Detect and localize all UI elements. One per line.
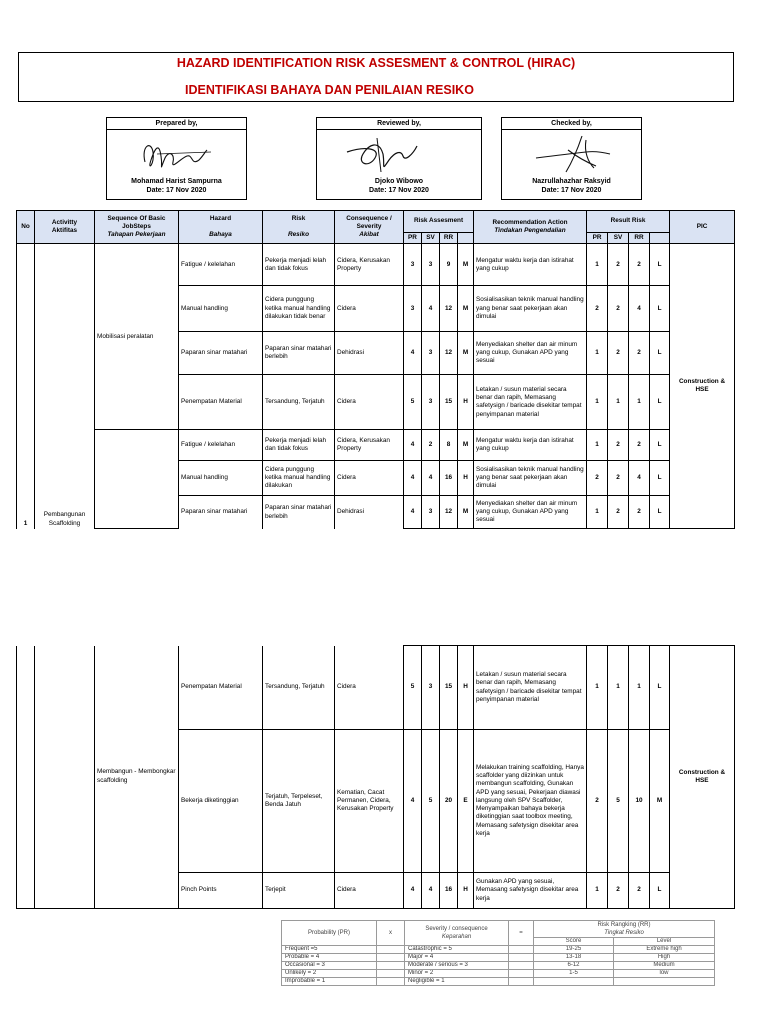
action-cell: Gunakan APD yang sesuai, Memasang safetysign disekitar area kerja <box>474 873 587 909</box>
level-cell: M <box>458 332 474 375</box>
rr-cell: 15 <box>440 375 458 430</box>
pr-cell: 4 <box>404 496 422 529</box>
document-title: HAZARD IDENTIFICATION RISK ASSESMENT & CONTROL (HIRAC) <box>176 56 576 70</box>
result-sv-cell: 1 <box>608 375 629 430</box>
signature-role: Prepared by, <box>107 118 246 130</box>
header-result-pr: PR <box>587 233 608 244</box>
result-rr-cell: 10 <box>629 730 650 873</box>
legend-prob: Probable = 4 <box>282 954 377 962</box>
pr-cell: 4 <box>404 332 422 375</box>
pr-cell: 4 <box>404 873 422 909</box>
level-cell: H <box>458 375 474 430</box>
rr-cell: 15 <box>440 646 458 730</box>
sv-cell: 4 <box>422 461 440 496</box>
activity-cell: Pembangunan Scaffolding <box>35 244 95 529</box>
pr-cell: 5 <box>404 375 422 430</box>
header-level <box>458 233 474 244</box>
header-rr: RR <box>440 233 458 244</box>
pic-cell: Construction & HSE <box>670 244 735 529</box>
result-level-cell: L <box>650 375 670 430</box>
level-cell: H <box>458 873 474 909</box>
legend-level <box>614 978 715 986</box>
result-rr-cell: 4 <box>629 461 650 496</box>
hazard-cell: Penempatan Material <box>179 375 263 430</box>
level-cell: H <box>458 646 474 730</box>
legend-score: 13-18 <box>534 954 614 962</box>
result-pr-cell: 1 <box>587 873 608 909</box>
row-number: 1 <box>17 244 35 529</box>
rr-cell: 12 <box>440 332 458 375</box>
result-sv-cell: 2 <box>608 461 629 496</box>
risk-cell: Cidera punggung ketika manual handling dilakukan tidak benar <box>263 286 335 332</box>
consequence-cell: Cidera <box>335 646 404 730</box>
legend-sev: Negligible = 1 <box>405 978 509 986</box>
legend-times: x <box>377 921 405 946</box>
action-cell: Menyediakan shelter dan air minum yang cukup, Gunakan APD yang sesuai <box>474 332 587 375</box>
legend-blank <box>509 946 534 954</box>
result-sv-cell: 2 <box>608 873 629 909</box>
pic-cell: Construction & HSE <box>670 646 735 909</box>
legend-rr-header: Risk Rangking (RR) Tingkat Resiko <box>534 921 715 938</box>
legend-sev-header: Severity / consequence Keparahan <box>405 921 509 946</box>
legend-sev: Major = 4 <box>405 954 509 962</box>
header-risk: Risk Resiko <box>263 211 335 244</box>
result-pr-cell: 1 <box>587 646 608 730</box>
header-consequence: Consequence / Severity Akibat <box>335 211 404 244</box>
hazard-cell: Manual handling <box>179 286 263 332</box>
result-rr-cell: 1 <box>629 375 650 430</box>
legend-blank <box>377 970 405 978</box>
table-row <box>17 430 735 461</box>
result-pr-cell: 1 <box>587 375 608 430</box>
header-hazard: Hazard Bahaya <box>179 211 263 244</box>
result-level-cell: M <box>650 730 670 873</box>
risk-legend-table <box>281 920 715 986</box>
legend-prob: Frequent =5 <box>282 946 377 954</box>
consequence-cell: Cidera, Kerusakan Property <box>335 244 404 286</box>
header-pic: PIC <box>670 211 735 244</box>
signature-date: Date: 17 Nov 2020 <box>146 187 207 194</box>
header-result-level <box>650 233 670 244</box>
signature-name: Mohamad Harist Sampurna <box>131 178 222 185</box>
result-rr-cell: 4 <box>629 286 650 332</box>
level-cell: M <box>458 244 474 286</box>
result-pr-cell: 1 <box>587 332 608 375</box>
result-level-cell: L <box>650 461 670 496</box>
hazard-cell: Paparan sinar matahari <box>179 332 263 375</box>
result-rr-cell: 2 <box>629 496 650 529</box>
signature-prepared <box>106 117 247 200</box>
legend-level-header: Level <box>614 938 715 946</box>
result-rr-cell: 1 <box>629 646 650 730</box>
level-cell: H <box>458 461 474 496</box>
pr-cell: 4 <box>404 461 422 496</box>
action-cell: Sosialisasikan teknik manual handling yang benar saat pekerjaan akan dimulai <box>474 461 587 496</box>
action-cell: Letakan / susun material secara benar dan rapih, Memasang safetysign / baricade disekitar tempat penyimpanan material <box>474 646 587 730</box>
result-pr-cell: 2 <box>587 286 608 332</box>
action-cell: Letakan / susun material secara benar dan rapih, Memasang safetysign / baricade disekitar tempat penyimpanan material <box>474 375 587 430</box>
legend-prob: Improbable = 1 <box>282 978 377 986</box>
risk-cell: Terjatuh, Terpeleset, Benda Jatuh <box>263 730 335 873</box>
title-box <box>18 52 734 102</box>
table-row <box>17 646 735 730</box>
legend-sev: Catastrophic = 5 <box>405 946 509 954</box>
sv-cell: 5 <box>422 730 440 873</box>
sv-cell: 3 <box>422 244 440 286</box>
header-result-rr: RR <box>629 233 650 244</box>
rr-cell: 20 <box>440 730 458 873</box>
result-pr-cell: 1 <box>587 496 608 529</box>
legend-prob: Unlikely = 2 <box>282 970 377 978</box>
legend-sev: Minor = 2 <box>405 970 509 978</box>
header-result-sv: SV <box>608 233 629 244</box>
legend-score <box>534 978 614 986</box>
pr-cell: 3 <box>404 286 422 332</box>
result-pr-cell: 1 <box>587 244 608 286</box>
legend-level: Extreme high <box>614 946 715 954</box>
activity-cell-continued <box>35 646 95 909</box>
signature-date: Date: 17 Nov 2020 <box>541 187 602 194</box>
result-sv-cell: 2 <box>608 332 629 375</box>
rr-cell: 12 <box>440 496 458 529</box>
sv-cell: 4 <box>422 873 440 909</box>
legend-prob-header: Probability (PR) <box>282 921 377 946</box>
legend-blank <box>509 978 534 986</box>
legend-prob: Occasional = 3 <box>282 962 377 970</box>
risk-cell: Pekerja menjadi lelah dan tidak fokus <box>263 430 335 461</box>
result-pr-cell: 2 <box>587 461 608 496</box>
step-cell <box>95 430 179 529</box>
signature-name: Djoko Wibowo <box>374 178 424 185</box>
result-level-cell: L <box>650 496 670 529</box>
hazard-cell: Penempatan Material <box>179 646 263 730</box>
sv-cell: 2 <box>422 430 440 461</box>
handwritten-signature-icon <box>502 132 643 178</box>
level-cell: M <box>458 496 474 529</box>
legend-blank <box>377 954 405 962</box>
result-rr-cell: 2 <box>629 873 650 909</box>
result-pr-cell: 2 <box>587 730 608 873</box>
header-recommendation: Recommendation Action Tindakan Pengendalian <box>474 211 587 244</box>
consequence-cell: Cidera <box>335 461 404 496</box>
sv-cell: 3 <box>422 496 440 529</box>
signature-role: Reviewed by, <box>317 118 481 130</box>
hazard-cell: Fatigue / kelelahan <box>179 244 263 286</box>
signature-checked <box>501 117 642 200</box>
legend-score: 1-5 <box>534 970 614 978</box>
legend-level: low <box>614 970 715 978</box>
legend-level: High <box>614 954 715 962</box>
result-sv-cell: 2 <box>608 244 629 286</box>
legend-blank <box>377 962 405 970</box>
legend-blank <box>377 978 405 986</box>
sv-cell: 3 <box>422 375 440 430</box>
row-number-continued <box>17 646 35 909</box>
step-cell: Mobilisasi peralatan <box>95 244 179 430</box>
consequence-cell: Dehidrasi <box>335 332 404 375</box>
result-rr-cell: 2 <box>629 244 650 286</box>
consequence-cell: Cidera <box>335 286 404 332</box>
hirac-table-part-1 <box>16 210 735 529</box>
signature-reviewed <box>316 117 482 200</box>
legend-row <box>282 970 715 978</box>
action-cell: Melakukan training scaffolding, Hanya scaffolder yang diizinkan untuk membangun scaffolding, Gunakan APD yang sesuai, Pekerjaan diawasi langsung oleh SPV Scaffolder, Menyampaikan bahaya bekerja diketinggian saat toolbox meeting, Memasang safetysign disekitar area kerja <box>474 730 587 873</box>
signature-date: Date: 17 Nov 2020 <box>369 187 429 194</box>
rr-cell: 16 <box>440 461 458 496</box>
action-cell: Mengatur waktu kerja dan istirahat yang cukup <box>474 430 587 461</box>
legend-row <box>282 978 715 986</box>
rr-cell: 16 <box>440 873 458 909</box>
table-row <box>17 244 735 286</box>
level-cell: M <box>458 286 474 332</box>
pr-cell: 5 <box>404 646 422 730</box>
signature-name: Nazrullahazhar Raksyid <box>532 178 611 185</box>
risk-cell: Paparan sinar matahari berlebih <box>263 496 335 529</box>
pr-cell: 4 <box>404 730 422 873</box>
result-level-cell: L <box>650 646 670 730</box>
result-sv-cell: 2 <box>608 430 629 461</box>
action-cell: Menyediakan shelter dan air minum yang cukup, Gunakan APD yang sesuai <box>474 496 587 529</box>
legend-row <box>282 946 715 954</box>
action-cell: Sosialisasikan teknik manual handling yang benar saat pekerjaan akan dimulai <box>474 286 587 332</box>
result-sv-cell: 2 <box>608 286 629 332</box>
risk-cell: Tersandung, Terjatuh <box>263 646 335 730</box>
risk-cell: Paparan sinar matahari berlebih <box>263 332 335 375</box>
risk-cell: Pekerja menjadi lelah dan tidak fokus <box>263 244 335 286</box>
consequence-cell: Cidera <box>335 873 404 909</box>
legend-blank <box>509 970 534 978</box>
hazard-cell: Manual handling <box>179 461 263 496</box>
legend-blank <box>377 946 405 954</box>
header-pr: PR <box>404 233 422 244</box>
result-rr-cell: 2 <box>629 430 650 461</box>
legend-blank <box>509 962 534 970</box>
legend-row <box>282 962 715 970</box>
result-level-cell: L <box>650 873 670 909</box>
step-cell: Membangun - Membongkar scaffolding <box>95 646 179 909</box>
legend-row <box>282 954 715 962</box>
result-level-cell: L <box>650 286 670 332</box>
header-sv: SV <box>422 233 440 244</box>
result-level-cell: L <box>650 430 670 461</box>
legend-level: Medium <box>614 962 715 970</box>
rr-cell: 9 <box>440 244 458 286</box>
pr-cell: 4 <box>404 430 422 461</box>
rr-cell: 12 <box>440 286 458 332</box>
sv-cell: 4 <box>422 286 440 332</box>
handwritten-signature-icon <box>107 132 248 178</box>
level-cell: E <box>458 730 474 873</box>
signature-role: Checked by, <box>502 118 641 130</box>
consequence-cell: Cidera <box>335 375 404 430</box>
hazard-cell: Fatigue / kelelahan <box>179 430 263 461</box>
hirac-table-part-2 <box>16 645 735 909</box>
sv-cell: 3 <box>422 332 440 375</box>
header-risk-assessment: Risk Assesment <box>404 211 474 233</box>
pr-cell: 3 <box>404 244 422 286</box>
legend-blank <box>509 954 534 962</box>
result-level-cell: L <box>650 332 670 375</box>
result-sv-cell: 2 <box>608 496 629 529</box>
header-steps: Sequence Of Basic JobSteps Tahapan Pekerjaan <box>95 211 179 244</box>
legend-score: 19-25 <box>534 946 614 954</box>
legend-score-header: Score <box>534 938 614 946</box>
handwritten-signature-icon <box>317 132 483 178</box>
risk-cell: Tersandung, Terjatuh <box>263 375 335 430</box>
header-activity: Activitty Aktifitas <box>35 211 95 244</box>
risk-cell: Terjepit <box>263 873 335 909</box>
consequence-cell: Dehidrasi <box>335 496 404 529</box>
legend-sev: Moderate / serious = 3 <box>405 962 509 970</box>
result-level-cell: L <box>650 244 670 286</box>
result-sv-cell: 1 <box>608 646 629 730</box>
hazard-cell: Paparan sinar matahari <box>179 496 263 529</box>
level-cell: M <box>458 430 474 461</box>
sv-cell: 3 <box>422 646 440 730</box>
action-cell: Mengatur waktu kerja dan istirahat yang cukup <box>474 244 587 286</box>
rr-cell: 8 <box>440 430 458 461</box>
consequence-cell: Cidera, Kerusakan Property <box>335 430 404 461</box>
risk-cell: Cidera punggung ketika manual handling dilakukan <box>263 461 335 496</box>
hazard-cell: Bekerja diketinggian <box>179 730 263 873</box>
legend-equals: = <box>509 921 534 946</box>
document-subtitle: IDENTIFIKASI BAHAYA DAN PENILAIAN RESIKO <box>185 83 474 97</box>
result-sv-cell: 5 <box>608 730 629 873</box>
header-no: No <box>17 211 35 244</box>
hazard-cell: Pinch Points <box>179 873 263 909</box>
header-result-risk: Result Risk <box>587 211 670 233</box>
result-pr-cell: 1 <box>587 430 608 461</box>
result-rr-cell: 2 <box>629 332 650 375</box>
consequence-cell: Kematian, Cacat Permanen, Cidera, Kerusakan Property <box>335 730 404 873</box>
legend-score: 6-12 <box>534 962 614 970</box>
